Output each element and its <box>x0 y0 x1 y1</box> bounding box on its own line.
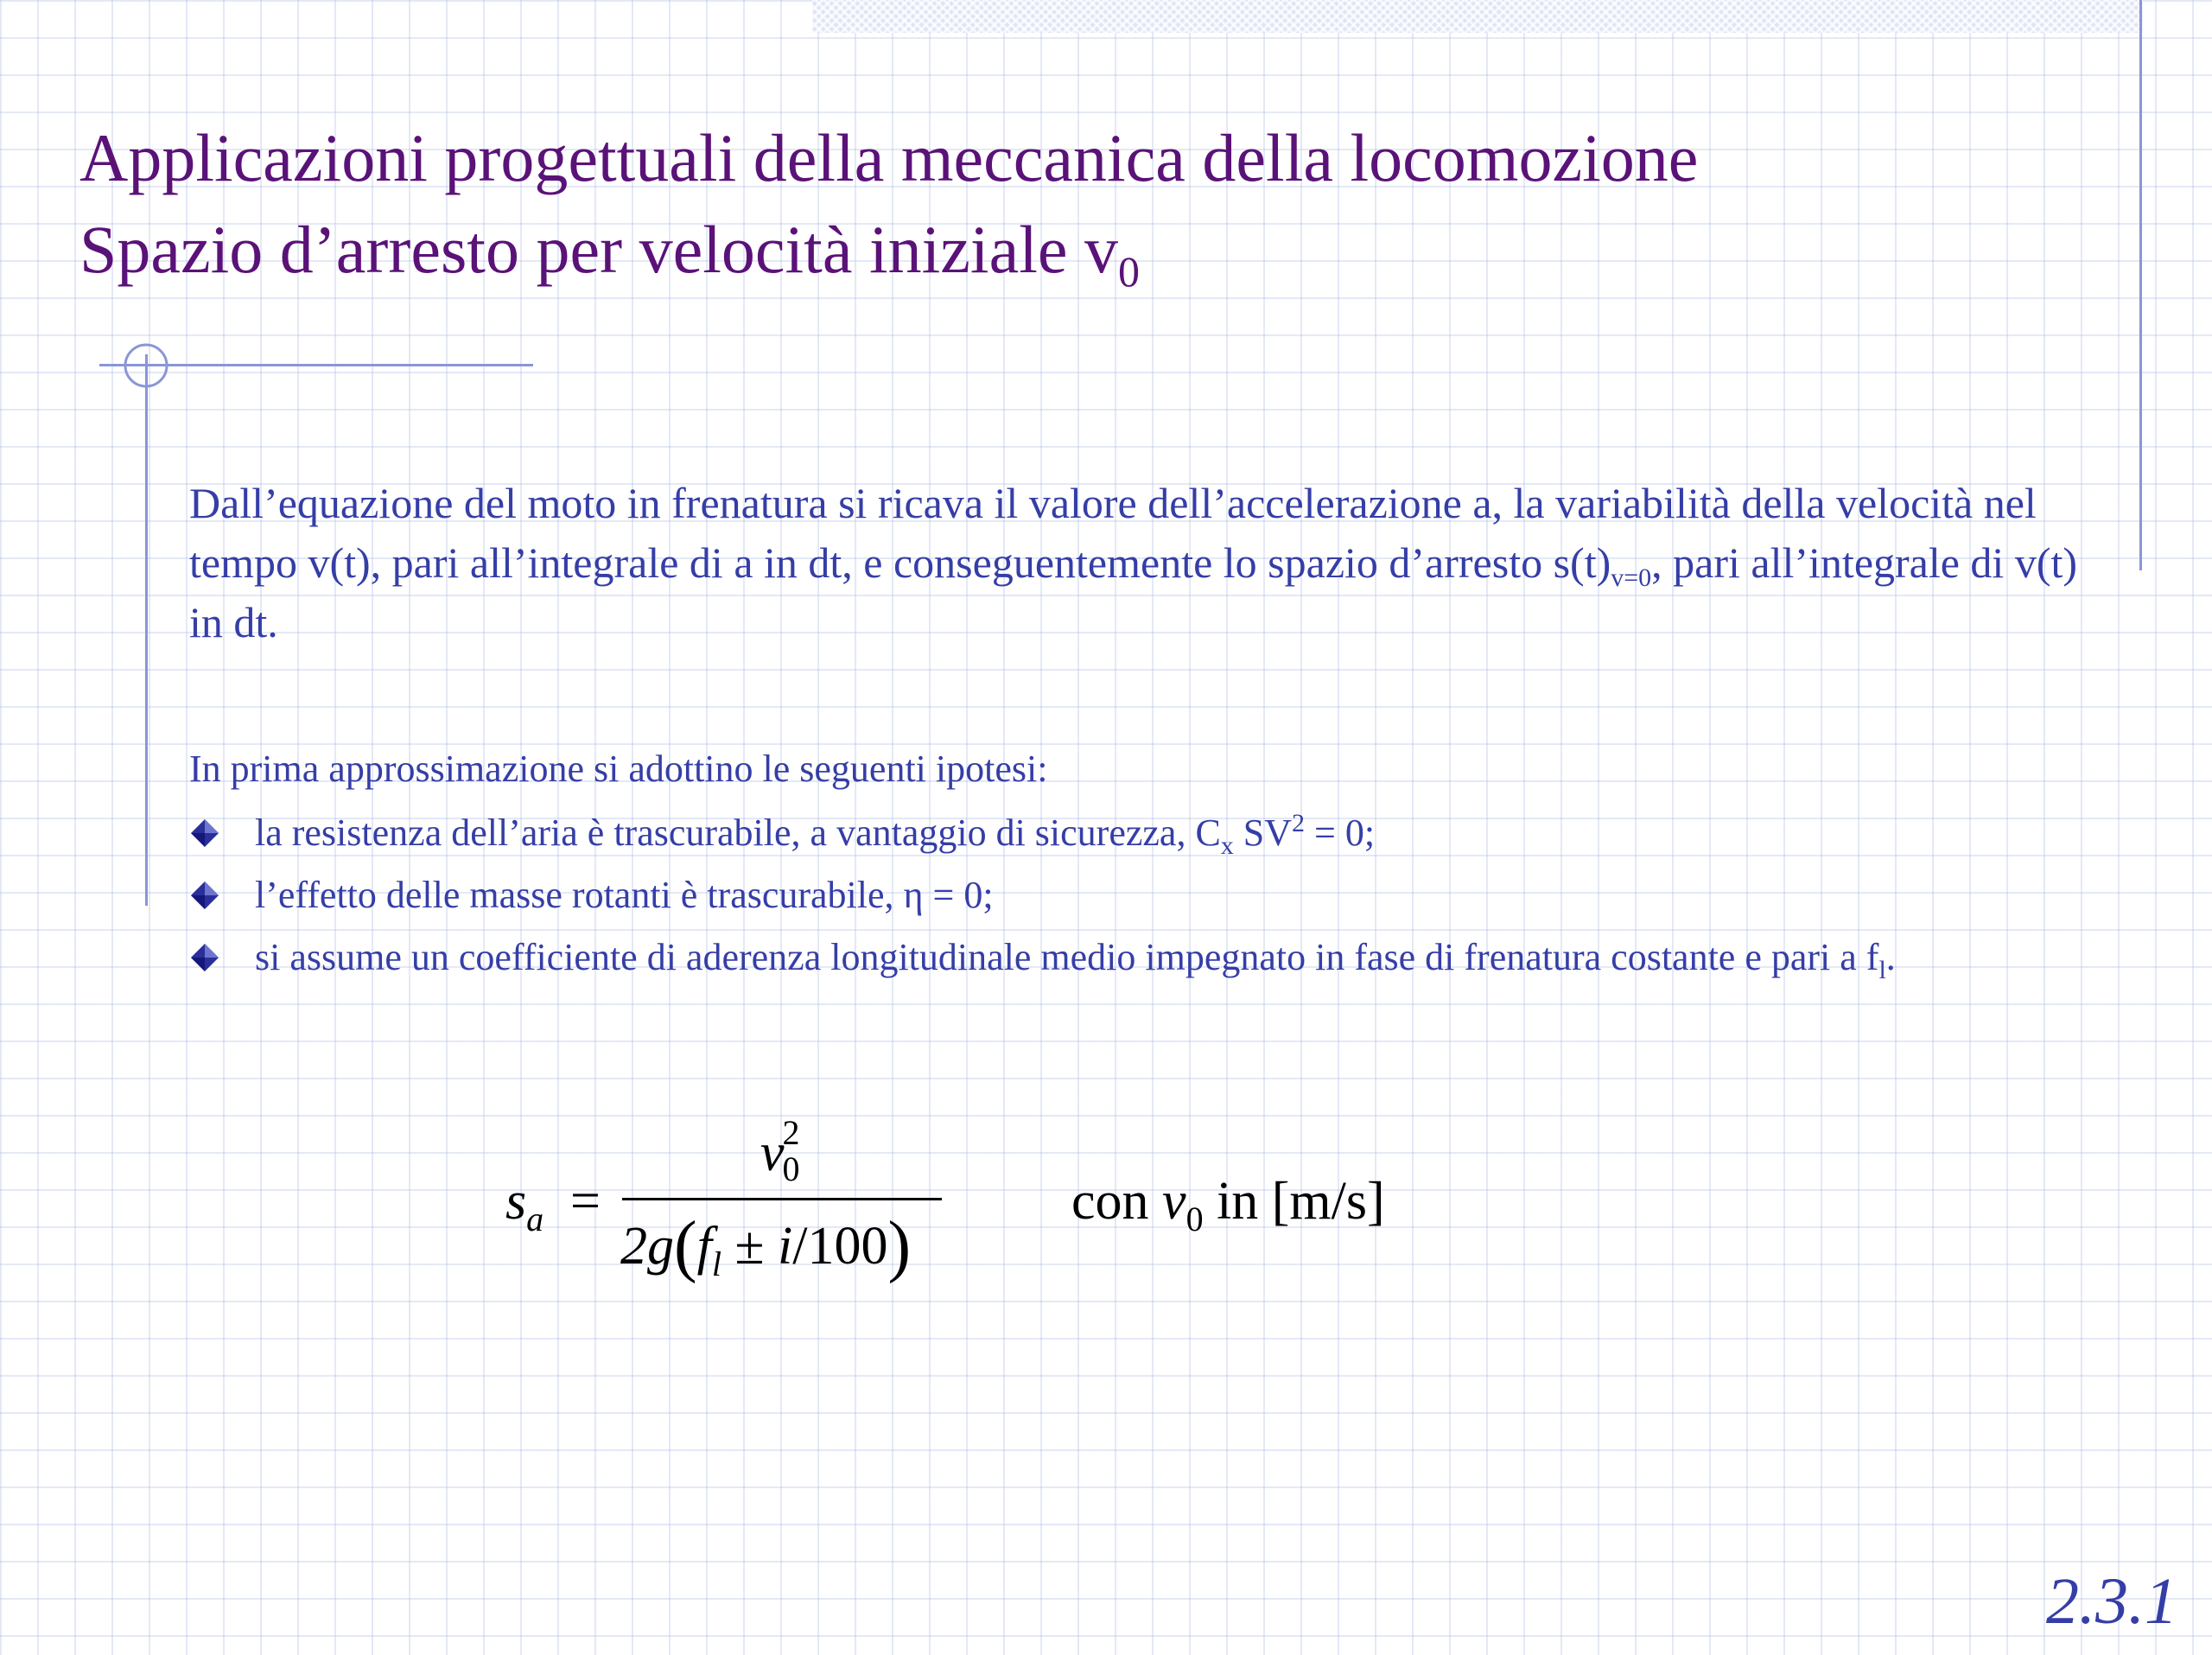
den-2g: 2g <box>620 1217 674 1276</box>
unit-v-subscript: 0 <box>1185 1200 1204 1238</box>
bullet-1-mid: SV <box>1233 812 1293 854</box>
numerator-subscript: 0 <box>782 1149 800 1188</box>
slide-number: 2.3.1 <box>2046 1565 2177 1638</box>
numerator-symbol: v <box>760 1123 785 1182</box>
paragraph-part-1: Dall’equazione del moto in frenatura si ricava il valore dell’accelerazione a, la variabilità della velocità nel tempo v(t), pari all’integrale di a in dt, e conseguentemente lo spazio d’arresto s(t) <box>189 479 2037 587</box>
hypotheses-list <box>189 802 2159 989</box>
den-close-paren: ) <box>887 1208 912 1284</box>
intro-paragraph <box>189 474 2116 652</box>
list-item <box>189 926 2159 989</box>
den-100: 100 <box>807 1217 888 1276</box>
list-item <box>189 802 2159 864</box>
unit-v: v <box>1162 1172 1186 1231</box>
diamond-bullet-icon <box>189 818 220 849</box>
right-vertical-rule <box>2139 0 2142 570</box>
bullet-text <box>255 809 1376 860</box>
paragraph-part-2: , pari all’integrale di v(t) in dt. <box>189 538 2078 646</box>
bullet-1-subscript: x <box>1220 831 1234 860</box>
bullet-1-pre: la resistenza dell’aria è trascurabile, a vantaggio di sicurezza, C <box>255 812 1221 854</box>
den-open-paren: ( <box>674 1208 697 1284</box>
crosshair-circle-icon <box>119 342 173 396</box>
unit-con: con <box>1071 1172 1163 1231</box>
formula-equals: = <box>570 1172 601 1231</box>
den-i: i <box>778 1217 793 1276</box>
diamond-bullet-icon <box>189 942 220 973</box>
den-plus-minus: ± <box>721 1217 779 1276</box>
list-item <box>189 864 2159 926</box>
bullet-1-post: = 0; <box>1305 812 1376 854</box>
unit-in: in [m/s] <box>1203 1172 1385 1231</box>
formula-units <box>1071 1171 1385 1239</box>
title-line-1: Applicazioni progettuali della meccanica della locomozione <box>79 120 1699 195</box>
den-f: f <box>696 1217 712 1276</box>
slide-title <box>79 112 1698 317</box>
den-slash: / <box>792 1217 808 1276</box>
formula-lhs-symbol: s <box>505 1172 527 1231</box>
den-f-subscript: l <box>711 1244 721 1283</box>
fraction-bar <box>622 1198 942 1200</box>
bullet-3-pre: si assume un coefficiente di aderenza longitudinale medio impegnato in fase di frenatura costante e pari a f <box>255 936 1879 978</box>
formula-lhs-subscript: a <box>526 1200 544 1238</box>
top-decorative-band <box>812 0 2143 33</box>
bullet-3-post: . <box>1885 936 1896 978</box>
title-line-2: Spazio d’arresto per velocità iniziale v <box>79 212 1118 287</box>
paragraph-subscript: v=0 <box>1611 563 1652 592</box>
formula-lhs <box>505 1171 543 1239</box>
formula-numerator <box>760 1112 800 1189</box>
numerator-superscript: 2 <box>782 1113 800 1152</box>
hypotheses-intro: In prima approssimazione si adottino le seguenti ipotesi: <box>189 748 1048 790</box>
left-vertical-rule <box>145 354 148 906</box>
bullet-1-superscript: 2 <box>1292 809 1306 837</box>
bullet-3-subscript: l <box>1878 956 1886 984</box>
title-line-2-subscript: 0 <box>1118 247 1140 296</box>
formula-denominator <box>620 1207 911 1286</box>
diamond-bullet-icon <box>189 880 220 911</box>
bullet-text <box>255 933 1896 982</box>
bullet-text: l’effetto delle masse rotanti è trascurabile, η = 0; <box>255 874 994 916</box>
